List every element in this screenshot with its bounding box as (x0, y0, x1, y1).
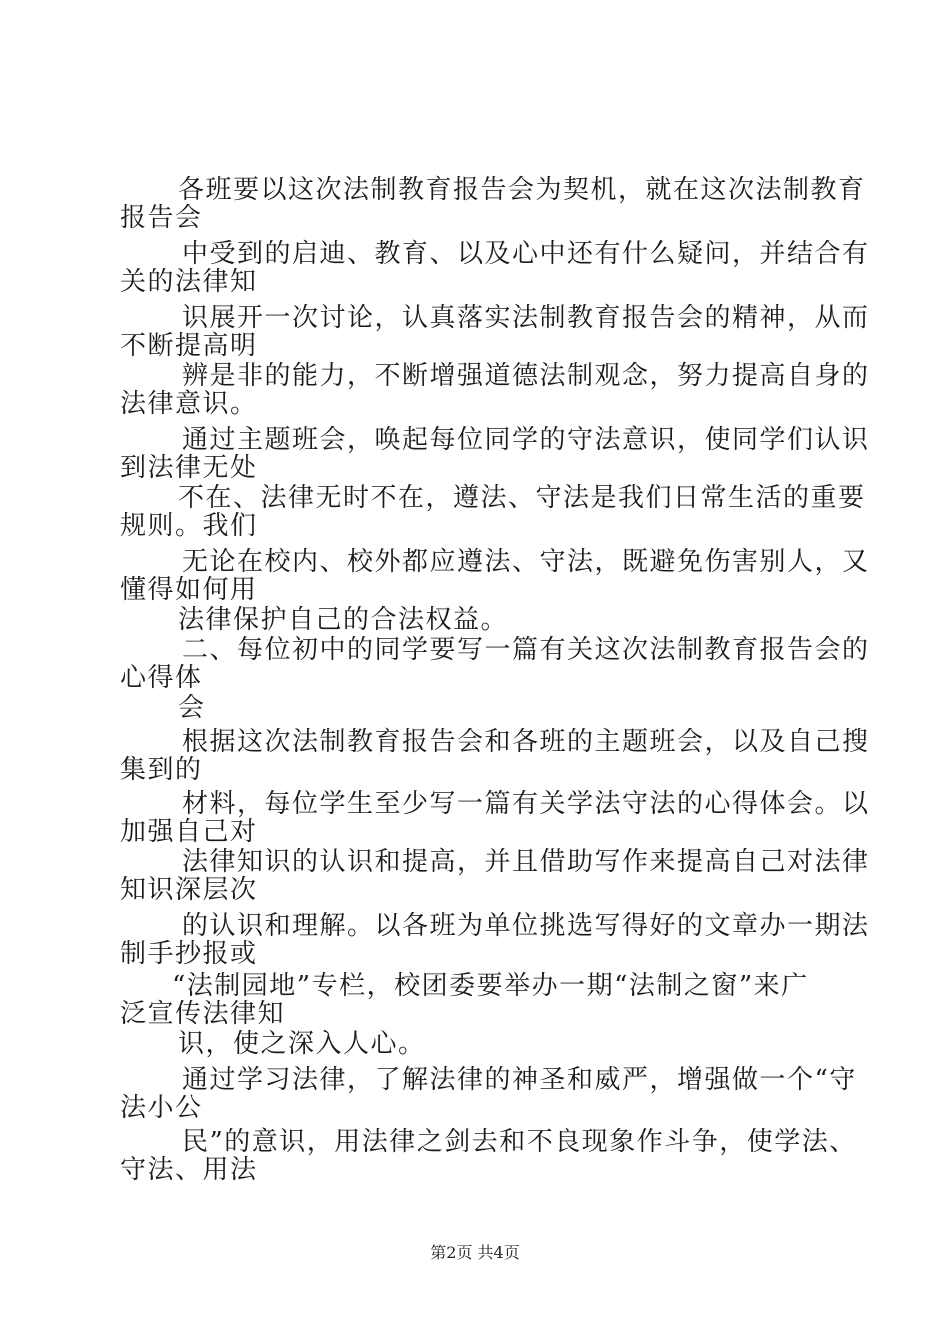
text-line: 不断提高明 (120, 331, 258, 361)
text-line: 材料，每位学生至少写一篇有关学法守法的心得体会。以 (182, 789, 870, 819)
text-line: 无论在校内、校外都应遵法、守法，既避免伤害别人，又 (182, 547, 870, 577)
text-line: 关的法律知 (120, 267, 258, 297)
text-line: “法制园地”专栏，校团委要举办一期“法制之窗”来广 (172, 971, 809, 1001)
text-line: 不在、法律无时不在，遵法、守法是我们日常生活的重要 (178, 483, 866, 513)
text-line: 规则。我们 (120, 511, 258, 541)
text-line: 会 (178, 693, 206, 723)
text-line: 守法、用法 (120, 1155, 258, 1185)
text-line: 集到的 (120, 755, 203, 785)
text-line: 报告会 (120, 203, 203, 233)
text-line: 识，使之深入人心。 (178, 1029, 426, 1059)
text-line: 到法律无处 (120, 453, 258, 483)
text-line: 通过主题班会，唤起每位同学的守法意识，使同学们认识 (182, 425, 870, 455)
text-line: 懂得如何用 (120, 575, 258, 605)
page-number: 第2页 共4页 (430, 1243, 520, 1262)
text-line: 制手抄报或 (120, 939, 258, 969)
text-line: 法律知识的认识和提高，并且借助写作来提高自己对法律 (182, 847, 870, 877)
text-line: 二、每位初中的同学要写一篇有关这次法制教育报告会的 (182, 635, 870, 665)
text-line: 加强自己对 (120, 817, 258, 847)
text-line: 的认识和理解。以各班为单位挑选写得好的文章办一期法 (182, 911, 870, 941)
text-line: 通过学习法律，了解法律的神圣和威严，增强做一个“守 (182, 1065, 857, 1095)
text-line: 各班要以这次法制教育报告会为契机，就在这次法制教育 (178, 175, 866, 205)
text-line: 泛宣传法律知 (120, 999, 286, 1029)
text-line: 心得体 (120, 663, 203, 693)
text-line: 知识深层次 (120, 875, 258, 905)
text-line: 法律意识。 (120, 389, 258, 419)
text-line: 民”的意识，用法律之剑去和不良现象作斗争，使学法、 (182, 1127, 857, 1157)
text-line: 识展开一次讨论，认真落实法制教育报告会的精神，从而 (182, 303, 870, 333)
text-line: 法小公 (120, 1093, 203, 1123)
text-line: 中受到的启迪、教育、以及心中还有什么疑问，并结合有 (182, 239, 870, 269)
text-line: 辨是非的能力，不断增强道德法制观念，努力提高自身的 (182, 361, 870, 391)
text-line: 根据这次法制教育报告会和各班的主题班会，以及自己搜 (182, 727, 870, 757)
text-line: 法律保护自己的合法权益。 (178, 605, 509, 635)
